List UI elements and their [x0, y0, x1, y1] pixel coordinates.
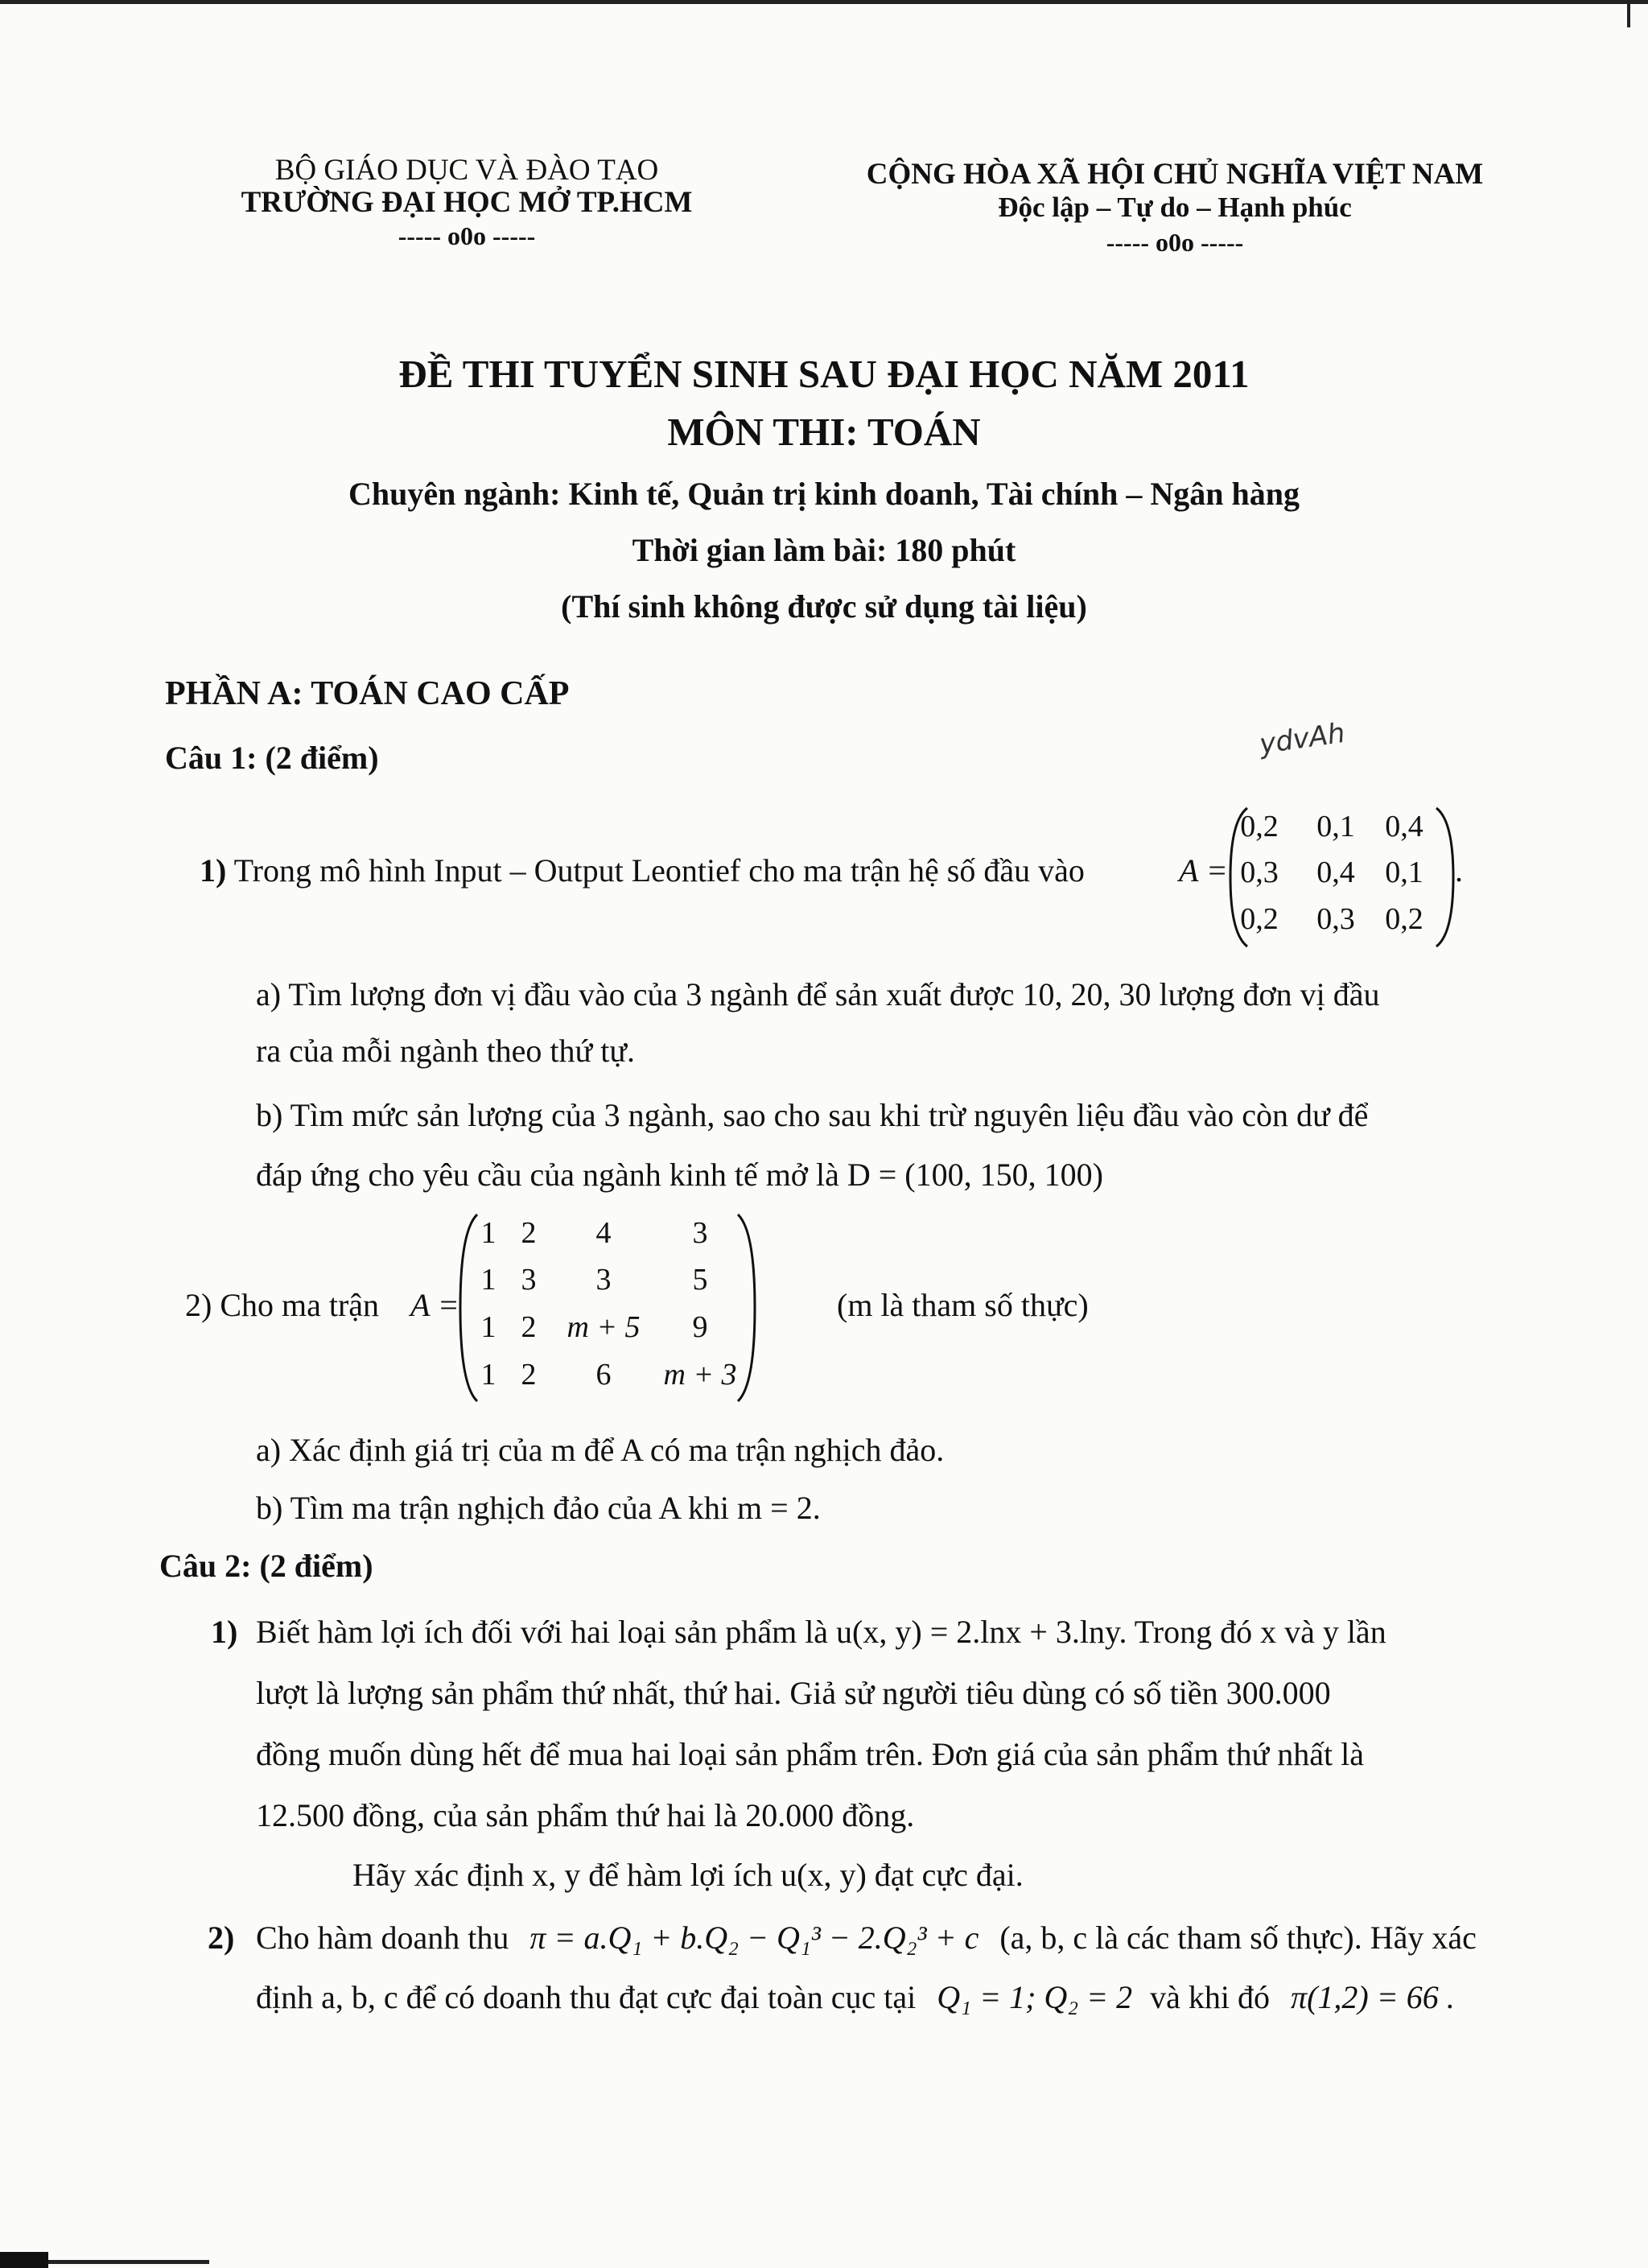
- param-cell: 1: [480, 1358, 496, 1392]
- leontief-matrix-name: A =: [1179, 852, 1228, 889]
- q2-part1-line2: lượt là lượng sản phẩm thứ nhất, thứ hai. Giả sử người tiêu dùng có số tiền 300.000: [256, 1675, 1331, 1711]
- leontief-cell: 0,2: [1240, 810, 1279, 843]
- header-motto: Độc lập – Tự do – Hạnh phúc: [998, 192, 1352, 223]
- q2-part2-request: định a, b, c để có doanh thu đạt cực đại toàn cục tại: [256, 1979, 917, 2015]
- q1-1b-line1: b) Tìm mức sản lượng của 3 ngành, sao cho sau khi trừ nguyên liệu đầu vào còn dư để: [256, 1097, 1369, 1133]
- scan-border-top: [0, 0, 1648, 4]
- leontief-cell: 0,3: [1240, 856, 1279, 889]
- q1-2b: b) Tìm ma trận nghịch đảo của A khi m = 2.: [256, 1490, 821, 1526]
- param-cell: 6: [595, 1358, 612, 1392]
- param-cell: 2: [521, 1216, 537, 1250]
- q2-part2-params: (a, b, c là các tham số thực). Hãy xác: [999, 1920, 1477, 1956]
- q2-part1-line4: 12.500 đồng, của sản phẩm thứ hai là 20.000 đồng.: [256, 1797, 915, 1833]
- q2-part2-intro: Cho hàm doanh thu: [256, 1920, 509, 1956]
- param-cell: 3: [692, 1216, 708, 1250]
- q1-1a-line1: a) Tìm lượng đơn vị đầu vào của 3 ngành để sản xuất được 10, 20, 30 lượng đơn vị đầu: [256, 976, 1380, 1012]
- param-cell: 5: [692, 1263, 708, 1297]
- header-university: TRƯỜNG ĐẠI HỌC MỞ TP.HCM: [241, 186, 693, 219]
- param-cell: 9: [692, 1310, 708, 1344]
- param-matrix-name: A =: [410, 1287, 459, 1323]
- scan-mark: [0, 2252, 48, 2268]
- header-republic: CỘNG HÒA XÃ HỘI CHỦ NGHĨA VIỆT NAM: [866, 158, 1484, 191]
- header-right-divider: ----- o0o -----: [1106, 228, 1244, 257]
- question-1-heading: Câu 1: (2 điểm): [165, 740, 379, 776]
- param-cell: 1: [480, 1216, 496, 1250]
- q2-part2-label: 2): [208, 1920, 235, 1956]
- scan-mark-line: [48, 2260, 209, 2264]
- q2-part1-label: 1): [211, 1614, 238, 1650]
- leontief-cell: 0,1: [1316, 810, 1355, 843]
- q2-part2-line2: [256, 1978, 1455, 2016]
- header-left-divider: ----- o0o -----: [398, 221, 536, 250]
- q2-part1-line3: đồng muốn dùng hết để mua hai loại sản phẩm trên. Đơn giá của sản phẩm thứ nhất là: [256, 1736, 1364, 1772]
- duration-line: Thời gian làm bài: 180 phút: [632, 532, 1016, 568]
- param-cell: m + 5: [566, 1310, 641, 1344]
- leontief-cell: 0,4: [1385, 810, 1423, 843]
- param-cell: 3: [521, 1263, 537, 1297]
- header-ministry: BỘ GIÁO DỤC VÀ ĐÀO TẠO: [274, 154, 659, 187]
- scan-border-right: [1627, 0, 1630, 27]
- q2-part1-line1: Biết hàm lợi ích đối với hai loại sản phẩm là u(x, y) = 2.lnx + 3.lny. Trong đó x và y lần: [256, 1614, 1386, 1650]
- section-heading: PHẦN A: TOÁN CAO CẤP: [165, 675, 570, 712]
- q1-part1: [200, 852, 1085, 889]
- leontief-cell: 0,4: [1316, 856, 1355, 889]
- optimum-condition: Q₁ = 1; Q₂ = 2: [937, 1979, 1133, 2015]
- leontief-cell: 0,3: [1316, 902, 1355, 936]
- q2-part2-when: và khi đó: [1150, 1979, 1271, 2015]
- leontief-cell: 0,2: [1385, 902, 1423, 936]
- param-cell: 3: [595, 1263, 612, 1297]
- q1-2a: a) Xác định giá trị của m để A có ma trận nghịch đảo.: [256, 1432, 945, 1468]
- param-cell: m + 3: [663, 1358, 737, 1392]
- param-cell: 1: [480, 1263, 496, 1297]
- q2-part2-line1: [256, 1919, 1477, 1957]
- param-note: (m là tham số thực): [837, 1287, 1089, 1323]
- question-2-heading: Câu 2: (2 điểm): [159, 1548, 373, 1584]
- leontief-cell: 0,1: [1385, 856, 1423, 889]
- param-cell: 1: [480, 1310, 496, 1344]
- q1-part1-label: 1): [200, 852, 227, 889]
- exam-title: ĐỀ THI TUYỂN SINH SAU ĐẠI HỌC NĂM 2011: [398, 352, 1250, 396]
- q1-part2-label: 2) Cho ma trận: [185, 1287, 380, 1323]
- q2-part1-line5: Hãy xác định x, y để hàm lợi ích u(x, y) đạt cực đại.: [352, 1857, 1024, 1893]
- handwritten-note: ydvAh: [1257, 716, 1347, 761]
- major-line: Chuyên ngành: Kinh tế, Quản trị kinh doanh, Tài chính – Ngân hàng: [348, 476, 1300, 512]
- revenue-value: π(1,2) = 66 .: [1291, 1979, 1455, 2015]
- q1-part1-text: Trong mô hình Input – Output Leontief cho ma trận hệ số đầu vào: [233, 852, 1085, 889]
- revenue-formula: π = a.Q₁ + b.Q₂ − Q₁³ − 2.Q₂³ + c: [529, 1920, 979, 1956]
- leontief-cell: 0,2: [1240, 902, 1279, 936]
- subject-title: MÔN THI: TOÁN: [667, 410, 981, 454]
- leontief-matrix-period: .: [1455, 852, 1463, 889]
- param-cell: 4: [595, 1216, 612, 1250]
- q1-1a-line2: ra của mỗi ngành theo thứ tự.: [256, 1033, 636, 1069]
- param-cell: 2: [521, 1310, 537, 1344]
- q1-1b-line2: đáp ứng cho yêu cầu của ngành kinh tế mở là D = (100, 150, 100): [256, 1157, 1103, 1193]
- param-cell: 2: [521, 1358, 537, 1392]
- no-materials-line: (Thí sinh không được sử dụng tài liệu): [561, 588, 1087, 625]
